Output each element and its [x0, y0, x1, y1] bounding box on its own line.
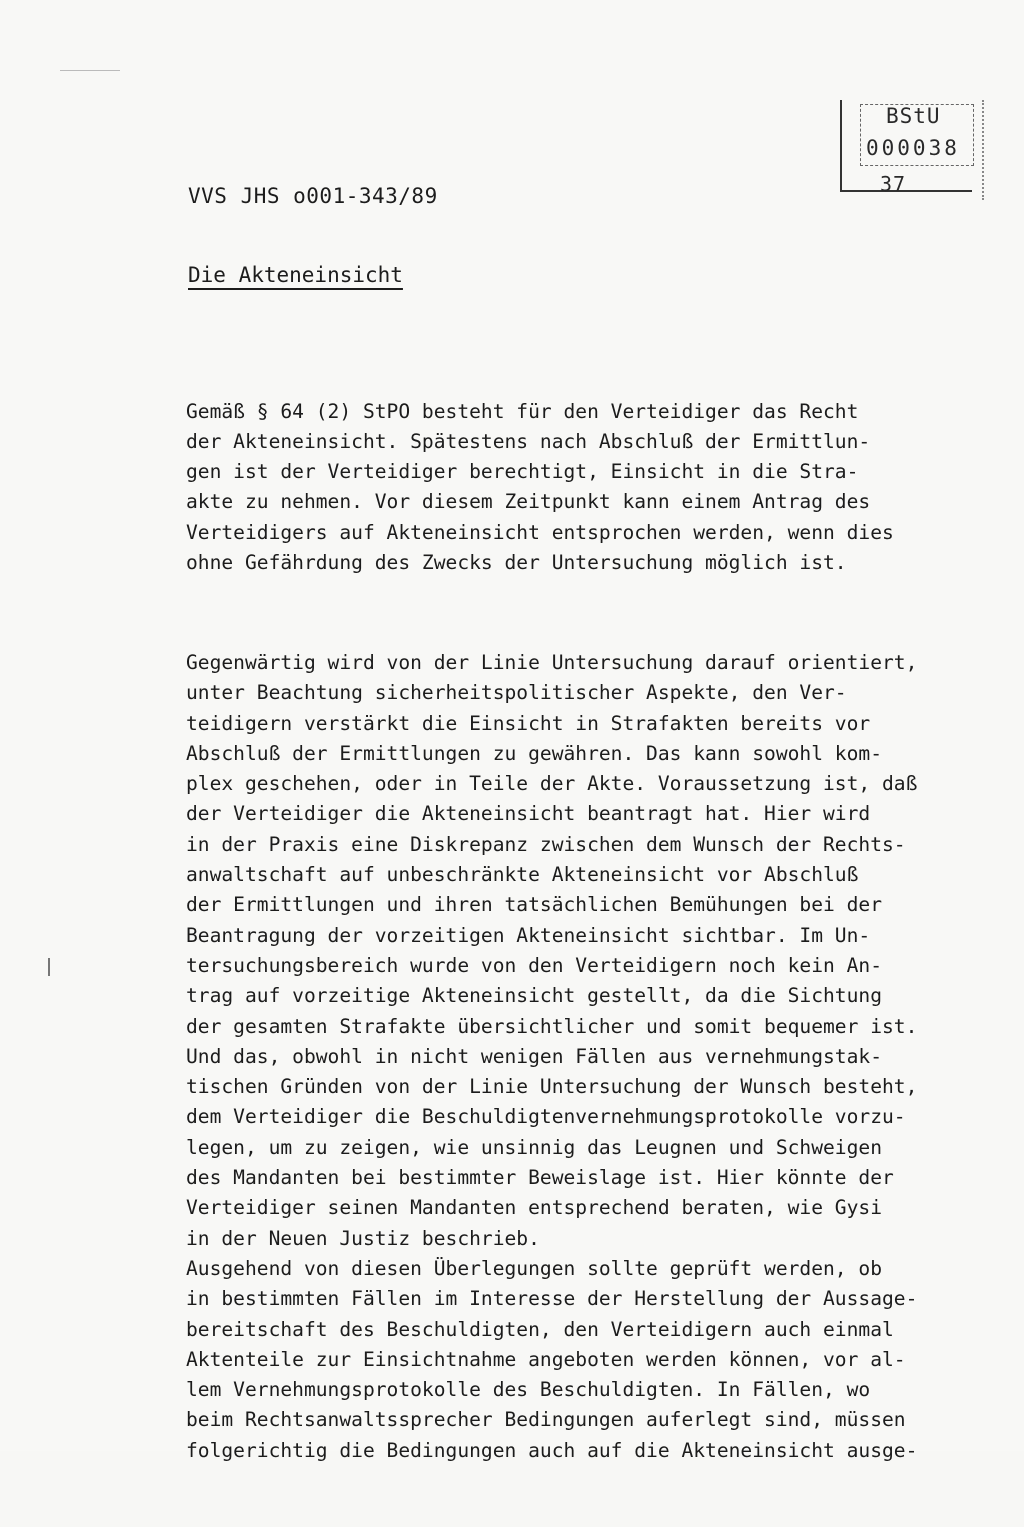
text-line: Abschluß der Ermittlungen zu gewähren. Das kann sowohl kom- — [186, 741, 882, 765]
body-text — [186, 336, 966, 1527]
text-line: bereitschaft des Beschuldigten, den Verteidigern auch einmal — [186, 1317, 894, 1341]
text-line: tersuchungsbereich wurde von den Verteidigern noch kein An- — [186, 953, 882, 977]
text-line: Verteidigers auf Akteneinsicht entsprochen werden, wenn dies — [186, 520, 894, 544]
page-number: 37 — [880, 172, 907, 196]
text-line: akte zu nehmen. Vor diesem Zeitpunkt kann einem Antrag des — [186, 490, 871, 514]
section-heading: Die Akteneinsicht — [188, 263, 403, 287]
text-line: anwaltschaft auf unbeschränkte Akteneinsicht vor Abschluß — [186, 863, 859, 887]
text-line: lem Vernehmungsprotokolle des Beschuldigten. In Fällen, wo — [186, 1378, 871, 1402]
scan-speck — [60, 70, 120, 71]
text-line: ohne Gefährdung des Zwecks der Untersuchung möglich ist. — [186, 551, 847, 575]
paragraph — [186, 648, 966, 1466]
text-line: Gemäß § 64 (2) StPO besteht für den Verteidiger das Recht — [186, 399, 859, 423]
text-line: folgerichtig die Bedingungen auch auf die Akteneinsicht ausge- — [186, 1438, 918, 1462]
archive-stamp — [840, 100, 988, 196]
text-line: Gegenwärtig wird von der Linie Untersuchung darauf orientiert, — [186, 650, 918, 674]
text-line: Beantragung der vorzeitigen Akteneinsicht sichtbar. Im Un- — [186, 923, 871, 947]
text-line: der Verteidiger die Akteneinsicht beantragt hat. Hier wird — [186, 802, 871, 826]
text-line: dem Verteidiger die Beschuldigtenvernehmungsprotokolle vorzu- — [186, 1105, 906, 1129]
text-line: gen ist der Verteidiger berechtigt, Einsicht in die Stra- — [186, 460, 859, 484]
stamp-label: BStU — [886, 104, 941, 128]
text-line: in der Neuen Justiz beschrieb. — [186, 1226, 540, 1250]
text-line: trag auf vorzeitige Akteneinsicht gestellt, da die Sichtung — [186, 984, 882, 1008]
text-line: der Akteneinsicht. Spätestens nach Abschluß der Ermittlun- — [186, 429, 871, 453]
text-line: beim Rechtsanwaltssprecher Bedingungen auferlegt sind, müssen — [186, 1408, 906, 1432]
text-line: Ausgehend von diesen Überlegungen sollte geprüft werden, ob — [186, 1256, 882, 1280]
text-line: legen, um zu zeigen, wie unsinnig das Leugnen und Schweigen — [186, 1135, 882, 1159]
paragraph — [186, 397, 966, 579]
text-line: des Mandanten bei bestimmter Beweislage ist. Hier könnte der — [186, 1166, 894, 1190]
text-line: in der Praxis eine Diskrepanz zwischen dem Wunsch der Rechts- — [186, 832, 906, 856]
text-line: der gesamten Strafakte übersichtlicher und somit bequemer ist. — [186, 1014, 918, 1038]
text-line: der Ermittlungen und ihren tatsächlichen Bemühungen bei der — [186, 893, 882, 917]
text-line: Aktenteile zur Einsichtnahme angeboten werden können, vor al- — [186, 1347, 906, 1371]
text-line: tischen Gründen von der Linie Untersuchung der Wunsch besteht, — [186, 1075, 918, 1099]
document-reference: VVS JHS o001-343/89 — [188, 184, 438, 208]
margin-mark — [48, 958, 50, 976]
text-line: in bestimmten Fällen im Interesse der Herstellung der Aussage- — [186, 1287, 918, 1311]
text-line: Und das, obwohl in nicht wenigen Fällen aus vernehmungstak- — [186, 1044, 882, 1068]
perforation-edge — [982, 100, 994, 200]
text-line: Verteidiger seinen Mandanten entsprechend beraten, wie Gysi — [186, 1196, 882, 1220]
text-line: plex geschehen, oder in Teile der Akte. Voraussetzung ist, daß — [186, 772, 918, 796]
stamp-number: 000038 — [866, 136, 960, 160]
text-line: teidigern verstärkt die Einsicht in Strafakten bereits vor — [186, 711, 871, 735]
text-line: unter Beachtung sicherheitspolitischer Aspekte, den Ver- — [186, 681, 847, 705]
